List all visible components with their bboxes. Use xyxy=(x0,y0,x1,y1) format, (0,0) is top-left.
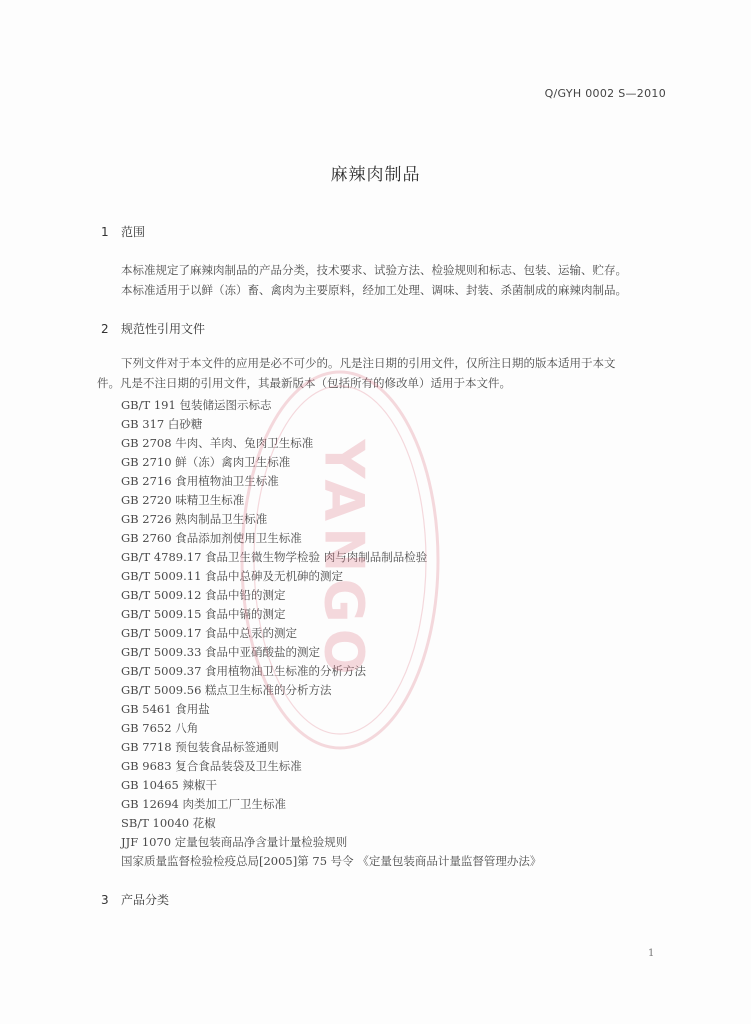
section-3-heading xyxy=(101,891,169,908)
section-1-title: 范围 xyxy=(121,225,146,239)
reference-item: GB 2716 食用植物油卫生标准 xyxy=(121,474,279,488)
reference-item: GB 7652 八角 xyxy=(121,721,199,735)
reference-item: GB 7718 预包装食品标签通则 xyxy=(121,740,279,754)
reference-item: GB/T 5009.37 食用植物油卫生标准的分析方法 xyxy=(121,664,367,678)
reference-item: SB/T 10040 花椒 xyxy=(121,816,216,830)
reference-list xyxy=(121,396,541,871)
page-number: 1 xyxy=(648,948,655,959)
section-2-title: 规范性引用文件 xyxy=(121,322,206,336)
document-title: 麻辣肉制品 xyxy=(330,165,421,185)
reference-item: GB/T 191 包装储运图示标志 xyxy=(121,398,272,412)
reference-item: GB 12694 肉类加工厂卫生标准 xyxy=(121,797,287,811)
section-3-title: 产品分类 xyxy=(121,893,170,907)
reference-item: GB/T 5009.15 食品中镉的测定 xyxy=(121,607,286,621)
reference-item: GB 2710 鲜（冻）禽肉卫生标准 xyxy=(121,455,291,469)
reference-item: GB/T 4789.17 食品卫生微生物学检验 肉与肉制品制品检验 xyxy=(121,550,428,564)
reference-item: GB 2760 食品添加剂使用卫生标准 xyxy=(121,531,302,545)
scope-paragraph-1: 本标准规定了麻辣肉制品的产品分类，技术要求、试验方法、检验规则和标志、包装、运输、贮存。 xyxy=(121,263,627,277)
section-1-heading xyxy=(101,223,145,240)
reference-item: JJF 1070 定量包装商品净含量计量检验规则 xyxy=(121,835,348,849)
section-2-heading xyxy=(101,320,205,337)
reference-item: 国家质量监督检验检疫总局[2005]第 75 号令 《定量包装商品计量监督管理办法》 xyxy=(121,854,542,868)
reference-item: GB/T 5009.33 食品中亚硝酸盐的测定 xyxy=(121,645,321,659)
scope-paragraph-2: 本标准适用于以鲜（冻）畜、禽肉为主要原料，经加工处理、调味、封装、杀菌制成的麻辣肉制品。 xyxy=(121,283,627,297)
reference-item: GB/T 5009.17 食品中总汞的测定 xyxy=(121,626,298,640)
reference-item: GB 2708 牛肉、羊肉、兔肉卫生标准 xyxy=(121,436,314,450)
svg-text:YANGO: YANGO xyxy=(312,439,376,681)
reference-item: GB 317 白砂糖 xyxy=(121,417,203,431)
references-intro-line-1: 下列文件对于本文件的应用是必不可少的。凡是注日期的引用文件，仅所注日期的版本适用于本文 xyxy=(121,356,616,370)
reference-item: GB 10465 辣椒干 xyxy=(121,778,218,792)
reference-item: GB/T 5009.56 糕点卫生标准的分析方法 xyxy=(121,683,332,697)
standard-code: Q/GYH 0002 S—2010 xyxy=(544,87,666,100)
reference-item: GB 9683 复合食品装袋及卫生标准 xyxy=(121,759,302,773)
section-3-number: 3 xyxy=(101,893,109,907)
reference-item: GB/T 5009.12 食品中铅的测定 xyxy=(121,588,286,602)
reference-item: GB 5461 食用盐 xyxy=(121,702,210,716)
reference-item: GB 2720 味精卫生标准 xyxy=(121,493,245,507)
reference-item: GB 2726 熟肉制品卫生标准 xyxy=(121,512,268,526)
reference-item: GB/T 5009.11 食品中总砷及无机砷的测定 xyxy=(121,569,344,583)
references-intro-line-2: 件。凡是不注日期的引用文件，其最新版本（包括所有的修改单）适用于本文件。 xyxy=(97,376,511,390)
section-2-number: 2 xyxy=(101,322,109,336)
section-1-number: 1 xyxy=(101,225,109,239)
